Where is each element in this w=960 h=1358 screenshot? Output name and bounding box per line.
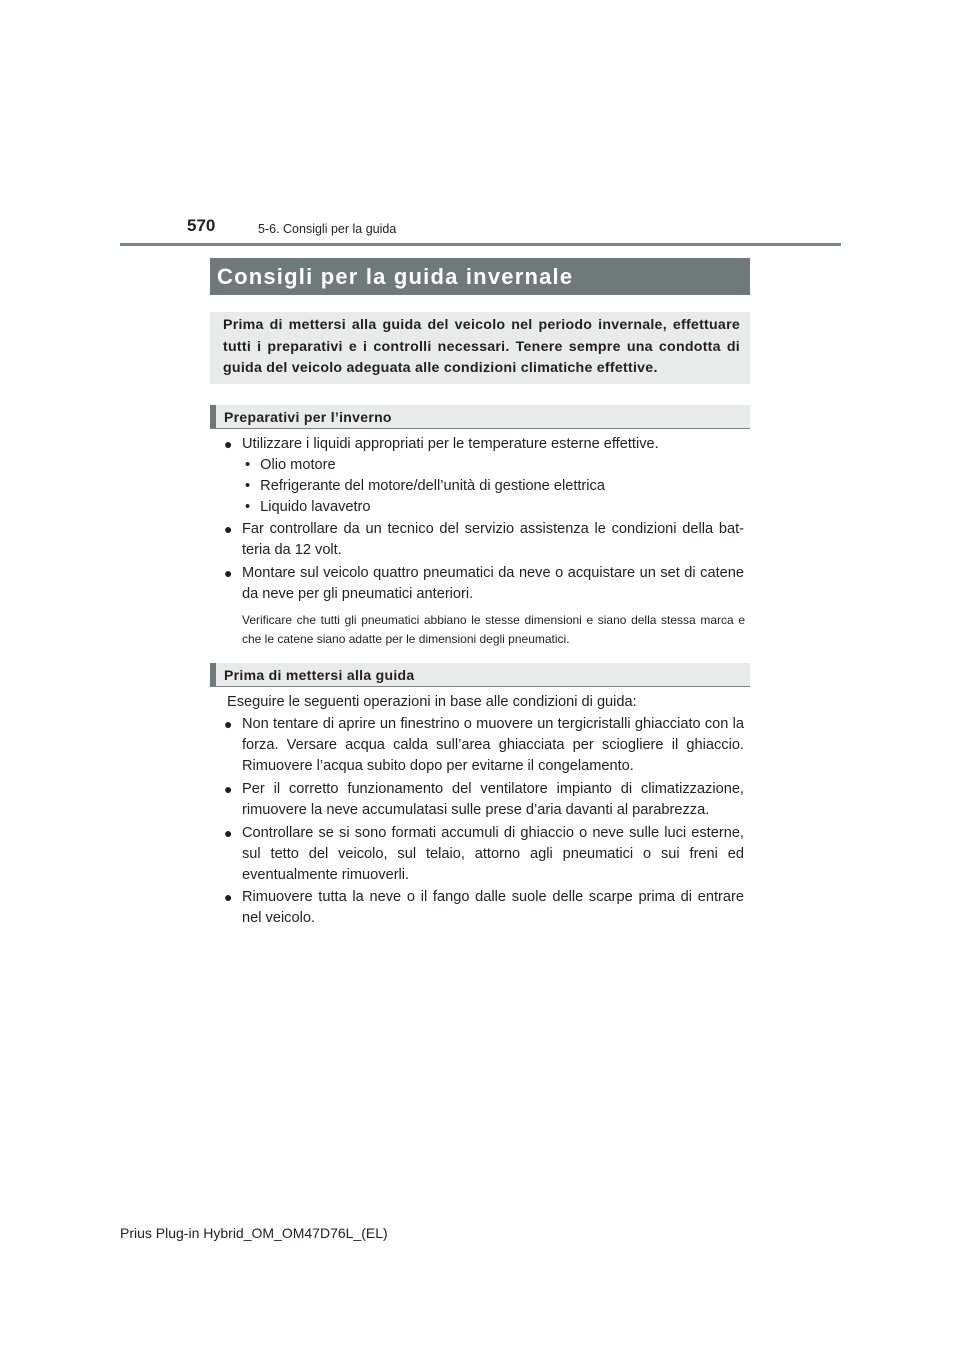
subhead-label: Preparativi per l’inverno	[224, 409, 392, 425]
bullet-text: Non tentare di aprire un finestrino o muovere un tergicristalli ghiacciato con la forza. Versare acqua calda sull’area ghiacciata per sciogliere il ghiaccio. Rimuovere l’acqua subito dopo per evitarne il congelamento.	[242, 716, 744, 774]
section-label: 5-6. Consigli per la guida	[258, 222, 397, 236]
sub-item-text: Refrigerante del motore/dell’unità di gestione elettrica	[260, 478, 605, 494]
sub-item	[245, 497, 745, 518]
sub-bullet: •	[245, 457, 251, 473]
bullet-item	[224, 823, 744, 886]
bullet-dot: ●	[224, 716, 233, 732]
sub-item	[245, 476, 745, 497]
bullet-dot: ●	[224, 825, 233, 841]
bullet-item	[224, 563, 744, 605]
bullet-item	[224, 519, 744, 561]
lead-text: Eseguire le seguenti operazioni in base alle condizioni di guida:	[227, 694, 637, 710]
bullet-item	[224, 714, 744, 777]
page-number: 570	[187, 216, 216, 235]
bullet-text: Rimuovere tutta la neve o il fango dalle suole delle scarpe prima di entrare nel veicolo.	[242, 889, 744, 926]
footer-doc-id: Prius Plug-in Hybrid_OM_OM47D76L_(EL)	[120, 1225, 388, 1241]
subhead-label: Prima di mettersi alla guida	[224, 667, 415, 683]
bullet-text: Montare sul veicolo quattro pneumatici da neve o acquistare un set di catene da neve per gli pneumatici anteriori.	[242, 565, 744, 602]
sub-item	[245, 455, 745, 476]
bullet-dot: ●	[224, 521, 233, 537]
bullet-dot: ●	[224, 565, 233, 581]
page-title: Consigli per la guida invernale	[217, 263, 574, 289]
sub-item-text: Olio motore	[260, 457, 336, 473]
bullet-text: Far controllare da un tecnico del servizio assistenza le condizioni della bat-teria da 12 volt.	[242, 521, 744, 558]
bullet-dot: ●	[224, 436, 233, 452]
bullet-item	[224, 887, 744, 929]
title-bar	[210, 258, 750, 295]
bullet-item	[224, 779, 744, 821]
note-text: Verificare che tutti gli pneumatici abbiano le stesse dimensioni e siano della stessa marca e che le catene siano adatte per le dimensioni degli pneumatici.	[242, 613, 745, 646]
bullet-dot: ●	[224, 781, 233, 797]
bullet-dot: ●	[224, 889, 233, 905]
sub-bullet: •	[245, 499, 251, 515]
sub-bullet: •	[245, 478, 251, 494]
bullet-text: Utilizzare i liquidi appropriati per le temperature esterne effettive.	[242, 436, 659, 452]
header-rule	[120, 243, 841, 246]
subhead-accent	[210, 405, 216, 428]
subhead-accent	[210, 663, 216, 686]
bullet-item	[224, 434, 744, 455]
bullet-text: Per il corretto funzionamento del ventilatore impianto di climatizzazione, rimuovere la neve accumulatasi sulle prese d’aria davanti al parabrezza.	[242, 781, 744, 818]
bullet-text: Controllare se si sono formati accumuli di ghiaccio o neve sulle luci esterne, sul tetto del veicolo, sul telaio, attorno agli pneumatici o sui freni ed eventualmente rimuoverli.	[242, 825, 744, 883]
subhead-prima-guida	[210, 663, 750, 687]
subhead-preparativi	[210, 405, 750, 429]
sub-item-text: Liquido lavavetro	[260, 499, 371, 515]
intro-box: Prima di mettersi alla guida del veicolo nel periodo invernale, effettuare tutti i preparativi e i controlli necessari. Tenere sempre una condotta di guida del veicolo adeguata alle condizioni climatiche effettive.	[210, 312, 750, 384]
